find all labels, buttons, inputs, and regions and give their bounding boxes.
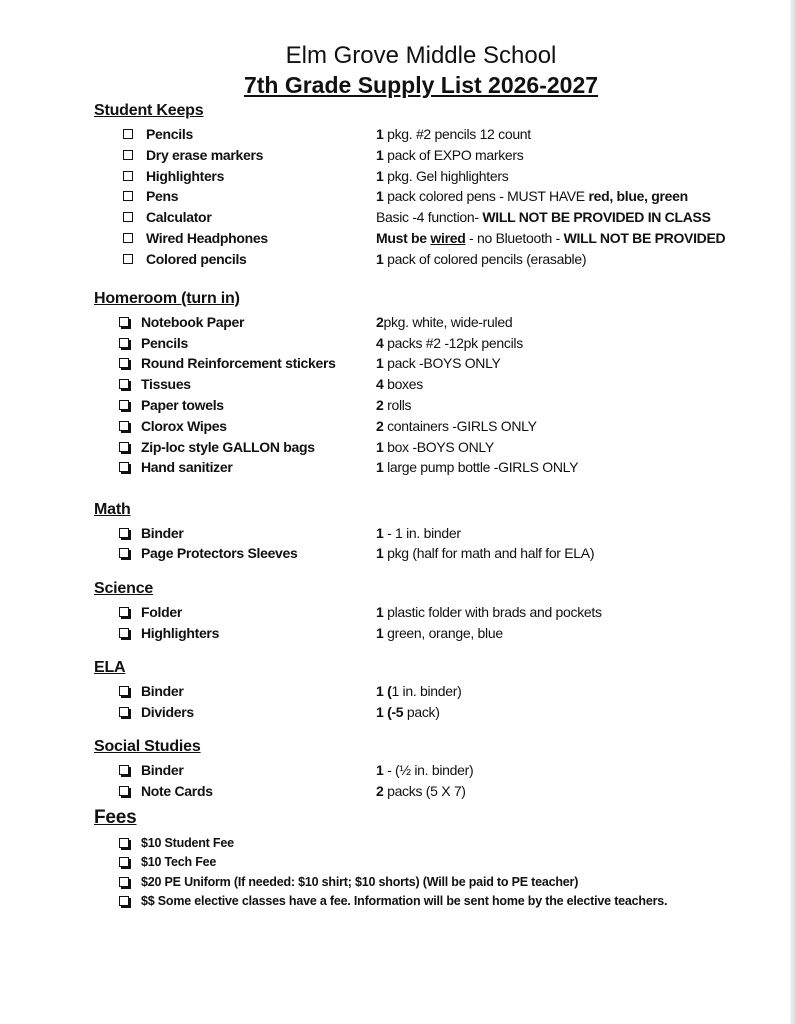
checkbox-icon — [119, 338, 129, 348]
list-item — [0, 762, 796, 782]
item-name: Zip-loc style GALLON bags — [141, 439, 315, 455]
list-item — [0, 604, 796, 624]
item-detail: 1 (-5 pack) — [376, 704, 440, 720]
list-item — [0, 894, 796, 914]
item-detail: 1 (1 in. binder) — [376, 683, 462, 699]
item-detail: 2 rolls — [376, 397, 412, 413]
list-item — [0, 836, 796, 856]
item-detail: 4 packs #2 -12pk pencils — [376, 335, 523, 351]
checkbox-icon — [123, 191, 133, 201]
item-name: Calculator — [146, 209, 212, 225]
list-item — [0, 439, 796, 459]
checkbox-icon — [119, 607, 129, 617]
item-name: Folder — [141, 604, 182, 620]
checkbox-icon — [119, 421, 129, 431]
list-item — [0, 230, 796, 250]
checkbox-icon — [123, 233, 133, 243]
fee-text: $20 PE Uniform (If needed: $10 shirt; $10 shorts) (Will be paid to PE teacher) — [141, 875, 579, 889]
item-name: Dry erase markers — [146, 147, 264, 163]
item-name: Colored pencils — [146, 251, 247, 267]
list-item — [0, 683, 796, 703]
list-item — [0, 459, 796, 479]
list-item — [0, 525, 796, 545]
list-item — [0, 168, 796, 188]
item-detail: Must be wired - no Bluetooth - WILL NOT BE PROVIDED — [376, 230, 726, 246]
list-item — [0, 335, 796, 355]
checkbox-icon — [123, 212, 133, 222]
page-title: 7th Grade Supply List 2026-2027 — [243, 72, 599, 98]
item-detail: 1 pack -BOYS ONLY — [376, 355, 501, 371]
item-detail: 1 - (½ in. binder) — [376, 762, 474, 778]
list-item — [0, 314, 796, 334]
checkbox-icon — [119, 686, 129, 696]
item-detail: 1 pack colored pens - MUST HAVE red, blue, green — [376, 188, 688, 204]
section-heading-fees: Fees — [94, 807, 137, 828]
item-name: Highlighters — [146, 168, 225, 184]
item-detail: Basic -4 function- WILL NOT BE PROVIDED IN CLASS — [376, 209, 711, 225]
checkbox-icon — [119, 528, 129, 538]
checkbox-icon — [119, 462, 129, 472]
list-item — [0, 188, 796, 208]
list-item — [0, 126, 796, 146]
checkbox-icon — [123, 129, 133, 139]
checkbox-icon — [119, 442, 129, 452]
school-name: Elm Grove Middle School — [285, 42, 557, 69]
section-heading-ela: ELA — [94, 659, 126, 676]
item-name: Clorox Wipes — [141, 418, 227, 434]
list-item — [0, 397, 796, 417]
list-item — [0, 209, 796, 229]
list-item — [0, 875, 796, 895]
item-name: Notebook Paper — [141, 314, 245, 330]
fee-text: $10 Student Fee — [141, 836, 234, 850]
checkbox-icon — [123, 150, 133, 160]
item-detail: 1 box -BOYS ONLY — [376, 439, 494, 455]
item-name: Pens — [146, 188, 179, 204]
checkbox-icon — [119, 317, 129, 327]
fee-text: $$ Some elective classes have a fee. Information will be sent home by the elective teachers. — [141, 894, 668, 908]
item-detail: 2pkg. white, wide-ruled — [376, 314, 513, 330]
list-item — [0, 376, 796, 396]
checkbox-icon — [119, 896, 129, 906]
item-name: Paper towels — [141, 397, 224, 413]
checkbox-icon — [119, 548, 129, 558]
item-name: Dividers — [141, 704, 194, 720]
item-detail: 2 containers -GIRLS ONLY — [376, 418, 537, 434]
item-detail: 1 large pump bottle -GIRLS ONLY — [376, 459, 579, 475]
checkbox-icon — [123, 254, 133, 264]
item-detail: 2 packs (5 X 7) — [376, 783, 466, 799]
section-heading-homeroom: Homeroom (turn in) — [94, 290, 240, 307]
checkbox-icon — [119, 707, 129, 717]
item-name: Binder — [141, 762, 184, 778]
item-name: Round Reinforcement stickers — [141, 355, 336, 371]
item-detail: 1 pkg. Gel highlighters — [376, 168, 509, 184]
item-name: Binder — [141, 683, 184, 699]
checkbox-icon — [119, 765, 129, 775]
list-item — [0, 704, 796, 724]
item-name: Wired Headphones — [146, 230, 268, 246]
list-item — [0, 625, 796, 645]
checkbox-icon — [119, 400, 129, 410]
section-heading-science: Science — [94, 580, 154, 597]
list-item — [0, 545, 796, 565]
item-detail: 1 - 1 in. binder — [376, 525, 461, 541]
checkbox-icon — [119, 877, 129, 887]
list-item — [0, 147, 796, 167]
item-name: Pencils — [146, 126, 193, 142]
item-name: Tissues — [141, 376, 191, 392]
list-item — [0, 355, 796, 375]
list-item — [0, 418, 796, 438]
section-heading-math: Math — [94, 501, 131, 518]
item-detail: 1 pack of colored pencils (erasable) — [376, 251, 587, 267]
checkbox-icon — [119, 857, 129, 867]
checkbox-icon — [119, 786, 129, 796]
checkbox-icon — [119, 838, 129, 848]
item-name: Page Protectors Sleeves — [141, 545, 298, 561]
list-item — [0, 251, 796, 271]
item-name: Hand sanitizer — [141, 459, 233, 475]
item-detail: 1 pkg. #2 pencils 12 count — [376, 126, 531, 142]
item-name: Binder — [141, 525, 184, 541]
list-item — [0, 783, 796, 803]
checkbox-icon — [119, 628, 129, 638]
item-detail: 1 pkg (half for math and half for ELA) — [376, 545, 595, 561]
checkbox-icon — [123, 171, 133, 181]
list-item — [0, 855, 796, 875]
section-heading-social-studies: Social Studies — [94, 738, 201, 755]
item-detail: 1 plastic folder with brads and pockets — [376, 604, 602, 620]
fee-text: $10 Tech Fee — [141, 855, 217, 869]
checkbox-icon — [119, 358, 129, 368]
item-detail: 1 green, orange, blue — [376, 625, 503, 641]
item-detail: 1 pack of EXPO markers — [376, 147, 524, 163]
section-heading-student-keeps: Student Keeps — [94, 102, 204, 119]
item-name: Highlighters — [141, 625, 220, 641]
item-name: Note Cards — [141, 783, 213, 799]
checkbox-icon — [119, 379, 129, 389]
item-detail: 4 boxes — [376, 376, 423, 392]
item-name: Pencils — [141, 335, 188, 351]
